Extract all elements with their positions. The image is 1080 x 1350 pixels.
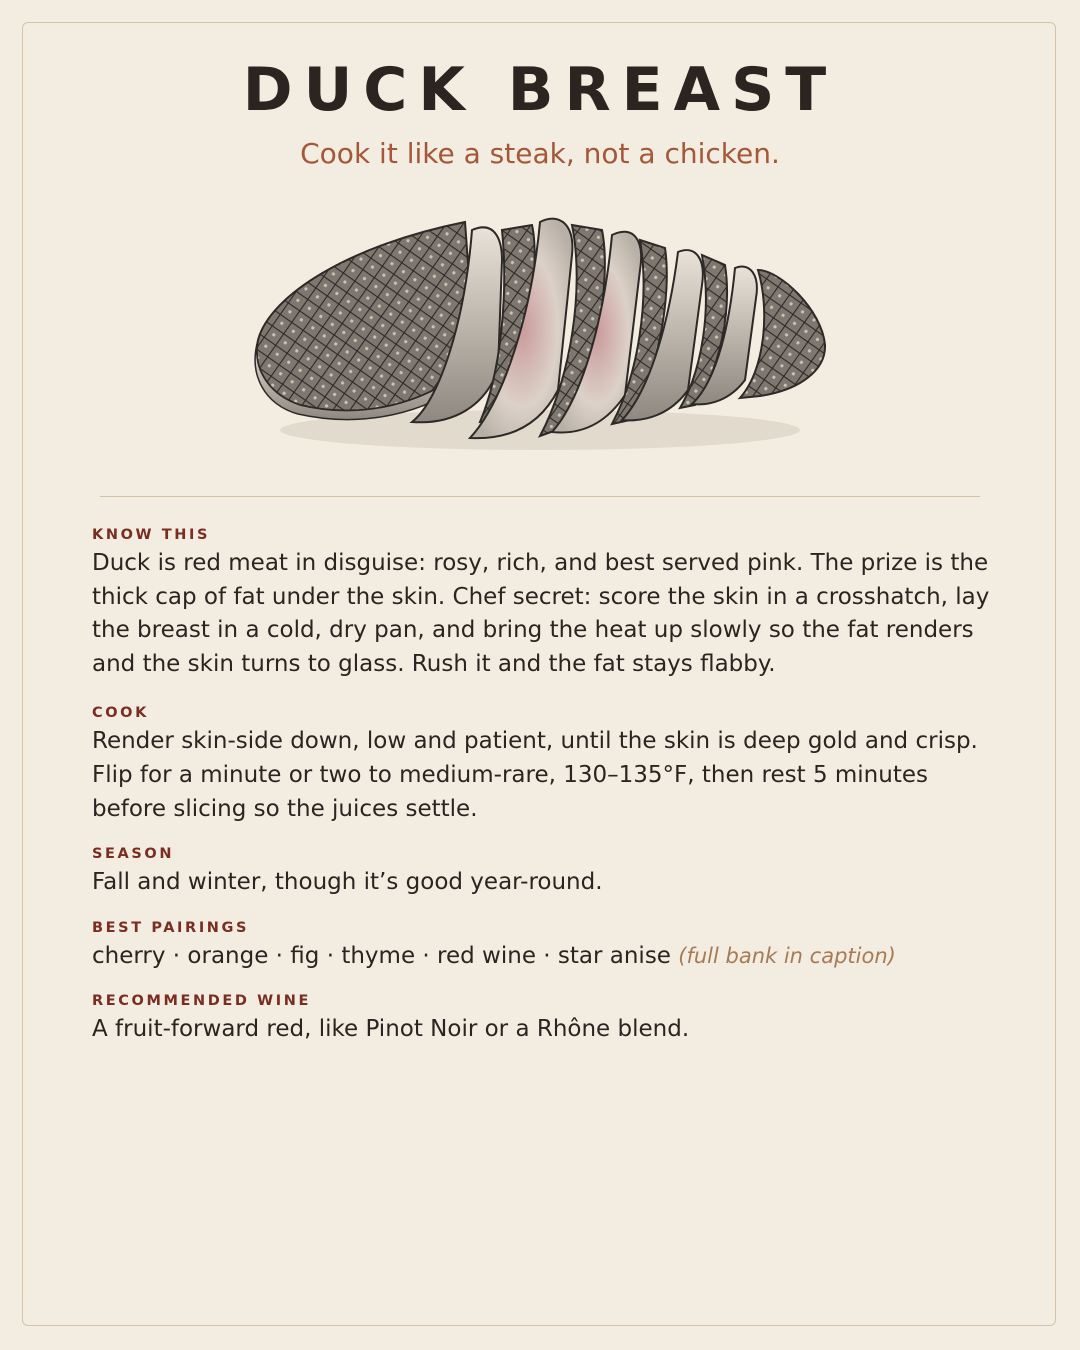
section-divider <box>100 496 980 497</box>
section-recommended-wine <box>92 991 992 1047</box>
section-text-best-pairings <box>92 940 992 974</box>
pairings-list: cherry · orange · fig · thyme · red wine · star anise <box>92 942 671 969</box>
section-label-know-this: KNOW THIS <box>92 527 211 543</box>
section-label-cook: COOK <box>92 705 149 722</box>
section-know-this <box>92 525 992 681</box>
section-best-pairings <box>92 918 992 974</box>
section-text-season: Fall and winter, though it’s good year-round. <box>92 869 603 896</box>
section-text-recommended-wine: A fruit-forward red, like Pinot Noir or a Rhône blend. <box>92 1016 690 1043</box>
section-label-recommended-wine: RECOMMENDED WINE <box>92 993 311 1010</box>
section-label-season: SEASON <box>92 846 175 863</box>
pairings-note: (full bank in caption) <box>678 943 896 968</box>
section-season <box>92 844 992 900</box>
sliced-duck-breast-illustration <box>240 200 840 470</box>
section-text-know-this: Duck is red meat in disguise: rosy, rich, and best served pink. The prize is the thick cap of fat under the skin. Chef secret: score the skin in a crosshatch, lay the breast in a cold, dry pan, and bring the heat up slowly so the fat renders and the skin turns to glass. Rush it and the fat stays flabby. <box>92 550 990 677</box>
section-label-best-pairings: BEST PAIRINGS <box>92 919 250 936</box>
page-title: DUCK BREAST <box>242 55 838 125</box>
section-cook <box>92 703 992 826</box>
content-column <box>92 525 992 1047</box>
section-text-cook: Render skin-side down, low and patient, until the skin is deep gold and crisp. Flip for a minute or two to medium-rare, 130–135°F, then rest 5 minutes before slicing so the juices settle. <box>92 728 978 822</box>
page-subtitle: Cook it like a steak, not a chicken. <box>300 137 780 170</box>
